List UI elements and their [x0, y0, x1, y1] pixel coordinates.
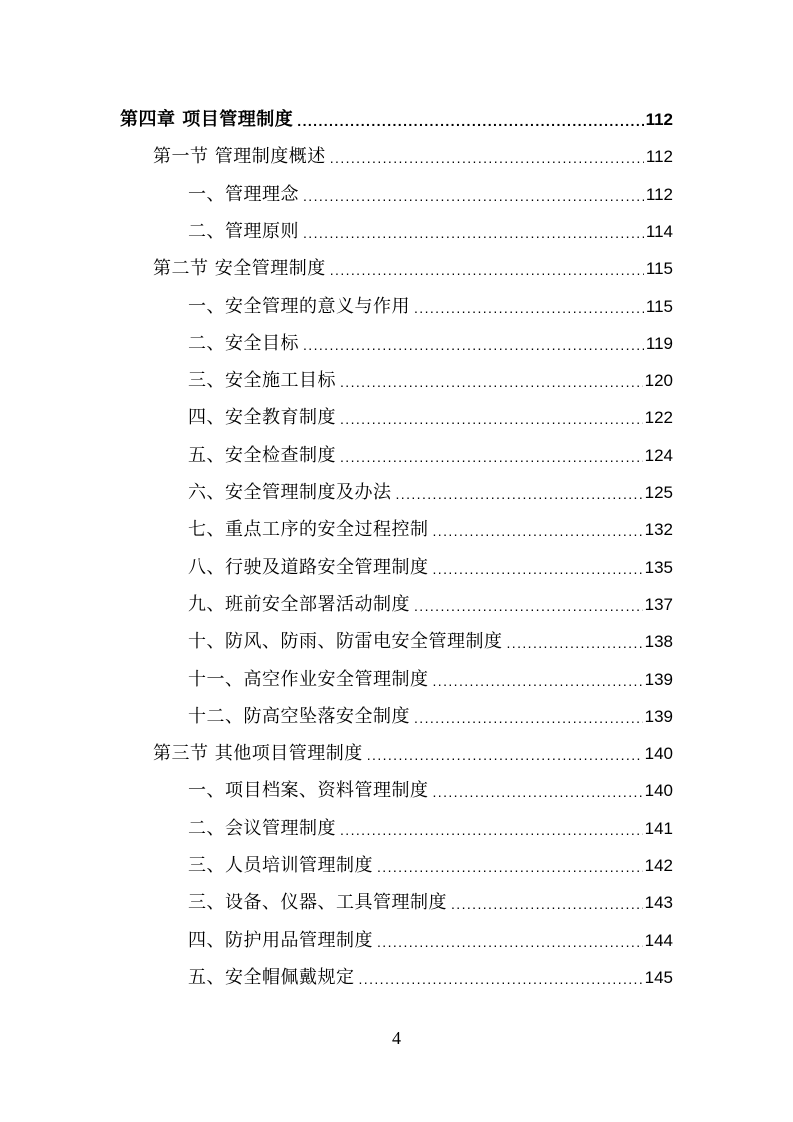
toc-entry-title: 一、管理理念 — [188, 184, 299, 205]
toc-entry-title: 四、安全教育制度 — [188, 407, 336, 428]
toc-entry-page: 122 — [644, 408, 673, 427]
toc-leader-dots — [377, 932, 643, 953]
toc-entry[interactable] — [188, 850, 673, 878]
toc-entry-title: 第三节 其他项目管理制度 — [153, 743, 363, 764]
toc-entry[interactable] — [188, 291, 673, 319]
toc-entry-title: 四、防护用品管理制度 — [188, 930, 373, 951]
toc-entry-title: 二、管理原则 — [188, 221, 299, 242]
toc-entry-title: 八、行驶及道路安全管理制度 — [188, 557, 429, 578]
toc-entry-page: 132 — [644, 520, 673, 539]
page-number: 4 — [392, 1028, 401, 1048]
toc-entry-page: 114 — [645, 222, 673, 241]
toc-entry-page: 138 — [644, 632, 673, 651]
toc-leader-dots — [330, 260, 644, 281]
toc-leader-dots — [303, 335, 644, 356]
toc-entry-page: 124 — [644, 446, 673, 465]
toc-entry-title: 三、安全施工目标 — [188, 370, 336, 391]
toc-entry-title: 五、安全帽佩戴规定 — [188, 967, 355, 988]
toc-entry-page: 144 — [644, 931, 673, 950]
toc-entry[interactable] — [188, 365, 673, 393]
toc-entry-page: 139 — [644, 670, 673, 689]
toc-leader-dots — [377, 857, 643, 878]
toc-entry-title: 十二、防高空坠落安全制度 — [188, 706, 410, 727]
toc-entry-page: 137 — [644, 595, 673, 614]
toc-entry[interactable] — [188, 514, 673, 542]
toc-entry-title: 第一节 管理制度概述 — [153, 146, 326, 167]
toc-entry[interactable] — [188, 216, 673, 244]
toc-entry-page: 141 — [644, 819, 673, 838]
toc-entry-page: 140 — [644, 744, 673, 763]
toc-entry-page: 120 — [644, 371, 673, 390]
toc-leader-dots — [433, 671, 643, 692]
toc-leader-dots — [367, 745, 643, 766]
toc-entry[interactable] — [188, 887, 673, 915]
toc-entry-title: 九、班前安全部署活动制度 — [188, 594, 410, 615]
toc-leader-dots — [451, 894, 643, 915]
toc-entry-title: 十一、高空作业安全管理制度 — [188, 669, 429, 690]
toc-leader-dots — [340, 372, 643, 393]
toc-entry-page: 125 — [644, 483, 673, 502]
toc-entry[interactable] — [188, 813, 673, 841]
toc-entry[interactable] — [188, 664, 673, 692]
toc-entry-page: 140 — [644, 781, 673, 800]
toc-leader-dots — [303, 186, 644, 207]
toc-entry-page: 145 — [644, 968, 673, 987]
toc-entry-title: 七、重点工序的安全过程控制 — [188, 519, 429, 540]
toc-entry[interactable] — [188, 925, 673, 953]
toc-leader-dots — [414, 298, 644, 319]
toc-leader-dots — [396, 484, 643, 505]
toc-leader-dots — [433, 559, 643, 580]
toc-entry-page: 115 — [645, 297, 673, 316]
toc-leader-dots — [433, 521, 643, 542]
toc-entry-title: 三、人员培训管理制度 — [188, 855, 373, 876]
toc-entry[interactable] — [188, 402, 673, 430]
toc-entry-page: 119 — [645, 334, 673, 353]
toc-entry[interactable] — [120, 104, 673, 132]
toc-leader-dots — [433, 782, 643, 803]
toc-entry[interactable] — [188, 179, 673, 207]
toc-leader-dots — [303, 223, 644, 244]
toc-leader-dots — [414, 708, 643, 729]
toc-entry-title: 二、安全目标 — [188, 333, 299, 354]
toc-entry[interactable] — [188, 328, 673, 356]
toc-entry-title: 十、防风、防雨、防雷电安全管理制度 — [188, 631, 503, 652]
toc-leader-dots — [297, 111, 643, 132]
toc-entry[interactable] — [188, 440, 673, 468]
toc-leader-dots — [330, 148, 644, 169]
toc-entry[interactable] — [153, 253, 673, 281]
toc-entry-page: 115 — [645, 259, 673, 278]
toc-entry-page: 112 — [645, 110, 673, 129]
toc-leader-dots — [340, 820, 643, 841]
toc-entry-title: 一、安全管理的意义与作用 — [188, 296, 410, 317]
toc-leader-dots — [340, 409, 643, 430]
toc-entry-page: 135 — [644, 558, 673, 577]
toc-leader-dots — [507, 633, 643, 654]
toc-entry[interactable] — [188, 626, 673, 654]
toc-entry-page: 143 — [644, 893, 673, 912]
toc-entry[interactable] — [188, 477, 673, 505]
toc-entry[interactable] — [188, 589, 673, 617]
toc-entry[interactable] — [188, 962, 673, 990]
toc-entry-title: 第四章 项目管理制度 — [120, 109, 294, 130]
toc-entry-page: 139 — [644, 707, 673, 726]
toc-entry[interactable] — [188, 701, 673, 729]
toc-entry-page: 112 — [645, 147, 673, 166]
toc-entry-title: 三、设备、仪器、工具管理制度 — [188, 892, 447, 913]
toc-entry-title: 第二节 安全管理制度 — [153, 258, 326, 279]
toc-leader-dots — [414, 596, 643, 617]
toc-entry[interactable] — [188, 552, 673, 580]
toc-entry-page: 142 — [644, 856, 673, 875]
toc-entry-title: 六、安全管理制度及办法 — [188, 482, 392, 503]
toc-leader-dots — [340, 447, 643, 468]
toc-entry[interactable] — [153, 738, 673, 766]
toc-entry[interactable] — [188, 775, 673, 803]
toc-leader-dots — [359, 969, 643, 990]
toc-entry-title: 五、安全检查制度 — [188, 445, 336, 466]
toc-entry[interactable] — [153, 141, 673, 169]
toc-entry-page: 112 — [645, 185, 673, 204]
toc-entry-title: 一、项目档案、资料管理制度 — [188, 780, 429, 801]
toc-entry-title: 二、会议管理制度 — [188, 818, 336, 839]
